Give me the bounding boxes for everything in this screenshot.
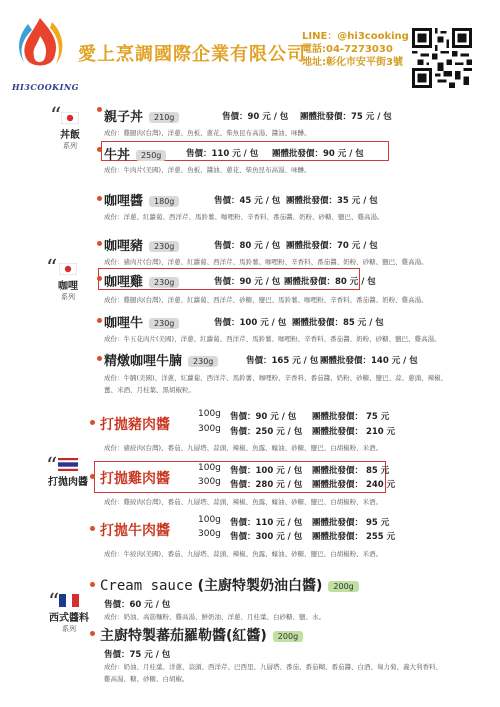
japan-flag-icon bbox=[61, 112, 79, 124]
item-name: 咖哩雞 230g bbox=[104, 271, 179, 290]
quote-mark: “ bbox=[46, 454, 58, 479]
bullet-icon bbox=[97, 107, 102, 112]
item-ingredients: 成份：雞腿肉(台灣)、洋蔥、魚板、蔥花、柴魚昆布高湯、醬油、味醂。 bbox=[104, 129, 311, 137]
bullet-icon bbox=[97, 356, 102, 361]
bullet-icon bbox=[97, 276, 102, 281]
item-price: 售價：60 元 / 包 bbox=[104, 600, 171, 610]
item-price-large: 售價：250 元 / 包 bbox=[230, 427, 303, 437]
flame-logo-icon bbox=[10, 14, 70, 84]
item-price-small: 售價：110 元 / 包 bbox=[230, 518, 303, 528]
item-ingredients: 成份：雞腿肉(台灣)、洋蔥、紅蘿蔔、西洋芹、砂糖、鹽巴、馬鈴薯、咖哩粉、辛香料、番茄醬、奶粉、雞高湯。 bbox=[104, 296, 428, 304]
contact-info bbox=[302, 30, 409, 69]
item-ingredients: 成份：豬絞肉(台灣)、番茄、九層塔、蒜頭、辣椒、魚露、蠔油、砂糖、鹽巴、白胡椒粉、米酒。 bbox=[104, 444, 383, 452]
item-weight-small: 100g bbox=[198, 409, 221, 419]
item-name: 咖哩醬 180g bbox=[104, 190, 179, 209]
item-price: 售價：100 元 / 包 bbox=[214, 318, 287, 328]
item-group-price: 團體批發價：80 元 / 包 bbox=[284, 277, 376, 287]
item-name: 咖哩豬 230g bbox=[104, 235, 179, 254]
item-weight-small: 100g bbox=[198, 463, 221, 473]
item-group-price-large: 團體批發價： 255 元 bbox=[312, 532, 396, 542]
item-name: 打拋牛肉醬 bbox=[100, 523, 170, 539]
bullet-icon bbox=[97, 241, 102, 246]
phone: 電話:04-7273030 bbox=[302, 44, 393, 55]
item-group-price-small: 團體批發價： 85 元 bbox=[312, 466, 390, 476]
bullet-icon bbox=[90, 631, 95, 636]
item-group-price: 團體批發價：90 元 / 包 bbox=[272, 149, 364, 159]
category-western: 西式醬料 系列 bbox=[40, 594, 98, 634]
item-price: 售價：165 元 / 包 bbox=[246, 356, 319, 366]
company-name: 愛上烹調國際企業有限公司 bbox=[78, 44, 306, 65]
bullet-icon bbox=[97, 147, 102, 152]
bullet-icon bbox=[97, 318, 102, 323]
item-group-price-large: 團體批發價： 240 元 bbox=[312, 480, 396, 490]
item-weight-large: 300g bbox=[198, 477, 221, 487]
quote-mark: “ bbox=[50, 104, 62, 129]
line-id: LINE：@hi3cooking bbox=[302, 31, 409, 42]
item-ingredients: 成份：牛絞肉(美國)、番茄、九層塔、蒜頭、辣椒、魚露、蠔油、砂糖、鹽巴、白胡椒粉、米酒。 bbox=[104, 550, 383, 558]
item-weight-large: 300g bbox=[198, 529, 221, 539]
item-ingredients-cont: 雞高湯、糖、砂糖、白胡椒。 bbox=[104, 675, 189, 683]
bullet-icon bbox=[90, 526, 95, 531]
item-ingredients: 成份：牛腩(美國)、洋蔥、紅蘿蔔、西洋芹、馬鈴薯、咖哩粉、辛香料、番茄醬、奶粉、砂糖、鹽巴、蒜、蔥頭、辣椒、 bbox=[104, 374, 448, 382]
qr-code-icon bbox=[412, 28, 472, 88]
item-name: 牛丼 250g bbox=[104, 144, 166, 163]
item-name: 精燉咖哩牛腩 230g bbox=[104, 350, 218, 369]
category-gapao: 打拋肉醬 bbox=[40, 458, 96, 488]
item-name: 打拋雞肉醬 bbox=[100, 471, 170, 487]
item-name: 打拋豬肉醬 bbox=[100, 417, 170, 433]
item-group-price: 團體批發價：35 元 / 包 bbox=[286, 196, 378, 206]
item-name: 親子丼 210g bbox=[104, 106, 179, 125]
item-group-price: 團體批發價：70 元 / 包 bbox=[286, 241, 378, 251]
japan-flag-icon bbox=[59, 263, 77, 275]
item-price-small: 售價：90 元 / 包 bbox=[230, 412, 297, 422]
item-name: 咖哩牛 230g bbox=[104, 312, 179, 331]
logo-text: HI3COOKING bbox=[12, 82, 80, 92]
item-ingredients: 成份：牛五花肉片(美國)、洋蔥、紅蘿蔔、西洋芹、馬鈴薯、咖哩粉、辛香料、番茄醬、奶粉、砂糖、鹽巴、雞高湯。 bbox=[104, 335, 441, 343]
item-price: 售價：110 元 / 包 bbox=[186, 149, 259, 159]
france-flag-icon bbox=[59, 594, 79, 607]
item-price: 售價：80 元 / 包 bbox=[214, 241, 281, 251]
category-donburi: 丼飯 系列 bbox=[50, 112, 90, 151]
category-curry: 咖哩 系列 bbox=[48, 263, 88, 302]
bullet-icon bbox=[97, 196, 102, 201]
quote-mark: “ bbox=[48, 590, 60, 615]
item-name: 主廚特製蕃茄羅勒醬(紅醬) 200g bbox=[100, 625, 303, 645]
item-price-large: 售價：280 元 / 包 bbox=[230, 480, 303, 490]
bullet-icon bbox=[90, 420, 95, 425]
item-price: 售價：90 元 / 包 bbox=[214, 277, 281, 287]
item-ingredients: 成份：雞絞肉(台灣)、番茄、九層塔、蒜頭、辣椒、魚露、蠔油、砂糖、鹽巴、白胡椒粉、米酒。 bbox=[104, 498, 383, 506]
quote-mark: “ bbox=[46, 256, 58, 281]
item-price: 售價：75 元 / 包 bbox=[104, 650, 171, 660]
item-group-price-small: 團體批發價： 95 元 bbox=[312, 518, 390, 528]
item-weight-small: 100g bbox=[198, 515, 221, 525]
item-group-price-small: 團體批發價： 75 元 bbox=[312, 412, 390, 422]
item-price-large: 售價：300 元 / 包 bbox=[230, 532, 303, 542]
item-weight-large: 300g bbox=[198, 424, 221, 434]
item-ingredients: 成份：奶油、月桂葉、洋蔥、蒜頭、西洋芹、巴西里、九層塔、番茄、番茄糊、番茄醬、白酒、匈力菊、義大利香料、 bbox=[104, 663, 442, 671]
item-group-price: 團體批發價：75 元 / 包 bbox=[300, 112, 392, 122]
item-group-price-large: 團體批發價： 210 元 bbox=[312, 427, 396, 437]
item-ingredients: 成份：豬肉片(台灣)、洋蔥、紅蘿蔔、西洋芹、馬鈴薯、咖哩粉、辛香料、番茄醬、奶粉、砂糖、鹽巴、雞高湯。 bbox=[104, 258, 428, 266]
item-price: 售價：90 元 / 包 bbox=[222, 112, 289, 122]
item-group-price: 團體批發價：85 元 / 包 bbox=[292, 318, 384, 328]
thailand-flag-icon bbox=[58, 458, 78, 471]
item-ingredients: 成份：洋蔥、紅蘿蔔、西洋芹、馬鈴薯、咖哩粉、辛香料、番茄醬、奶粉、砂糖、鹽巴、雞高湯。 bbox=[104, 213, 384, 221]
item-price: 售價：45 元 / 包 bbox=[214, 196, 281, 206]
address: 地址:彰化市安平街3號 bbox=[302, 57, 403, 68]
item-price-small: 售價：100 元 / 包 bbox=[230, 466, 303, 476]
item-group-price: 團體批發價：140 元 / 包 bbox=[320, 356, 418, 366]
item-ingredients-cont: 薑、米酒、月桂葉、黑胡椒粒。 bbox=[104, 386, 195, 394]
item-ingredients: 成份：奶油、高筋麵粉、雞高湯、鮮奶油、洋蔥、月桂葉、白砂糖、鹽、水。 bbox=[104, 613, 325, 621]
item-ingredients: 成份：牛肉片(美國)、洋蔥、魚板、醬油、蔥花、柴魚昆布高湯、味醂。 bbox=[104, 166, 311, 174]
bullet-icon bbox=[90, 582, 95, 587]
bullet-icon bbox=[90, 474, 95, 479]
item-name: Cream sauce (主廚特製奶油白醬) 200g bbox=[100, 575, 359, 595]
